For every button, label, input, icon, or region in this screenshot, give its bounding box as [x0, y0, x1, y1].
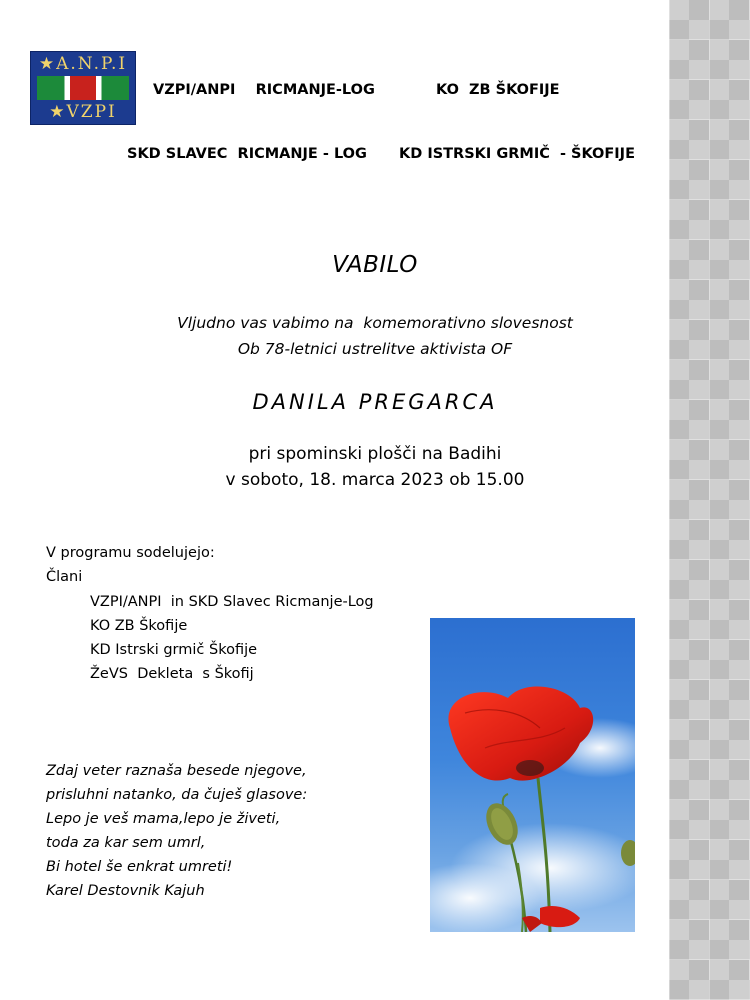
honoree-name: DANILA PREGARCA	[252, 390, 498, 414]
program-item: ŽeVS Dekleta s Škofij	[90, 666, 254, 682]
logo-text-bottom: ★VZPI	[49, 102, 117, 122]
logo-text-top: ★A.N.P.I	[38, 54, 128, 74]
program-item: KO ZB Škofije	[90, 618, 188, 634]
decorative-side-strip	[669, 0, 750, 1000]
header-org-skd-slavec: SKD SLAVEC RICMANJE - LOG	[127, 146, 367, 162]
invitation-title	[0, 252, 750, 278]
poem-author: Karel Destovnik Kajuh	[46, 883, 205, 899]
logo-flag-stripe	[37, 76, 129, 100]
anpi-vzpi-logo	[30, 51, 136, 125]
poppy-photo	[430, 618, 635, 932]
event-datetime: v soboto, 18. marca 2023 ob 15.00	[225, 470, 525, 490]
poem-line: prisluhni natanko, da čuješ glasove:	[46, 787, 308, 803]
invitation-line-2: Ob 78-letnici ustrelitve aktivista OF	[237, 340, 513, 358]
poppy-illustration	[430, 618, 635, 932]
poem-line: Lepo je veš mama,lepo je živeti,	[46, 811, 281, 827]
poem-line: toda za kar sem umrl,	[46, 835, 206, 851]
poem-line: Bi hotel še enkrat umreti!	[46, 859, 233, 875]
event-place: pri spominski plošči na Badihi	[248, 444, 502, 464]
poem-line: Zdaj veter raznaša besede njegove,	[46, 763, 307, 779]
invitation-line-1: Vljudno vas vabimo na komemorativno slovesnost	[177, 314, 573, 332]
header-org-vzpi-anpi: VZPI/ANPI RICMANJE-LOG	[153, 82, 375, 98]
header-org-ko-zb: KO ZB ŠKOFIJE	[436, 82, 560, 98]
program-item: VZPI/ANPI in SKD Slavec Ricmanje-Log	[90, 594, 374, 610]
program-item: KD Istrski grmič Škofije	[90, 642, 258, 658]
invitation-title-text: VABILO	[332, 252, 418, 278]
program-members-label: Člani	[46, 569, 83, 585]
program-heading: V programu sodelujejo:	[46, 545, 215, 561]
header-org-kd-istrski-grmic: KD ISTRSKI GRMIČ - ŠKOFIJE	[399, 146, 635, 162]
